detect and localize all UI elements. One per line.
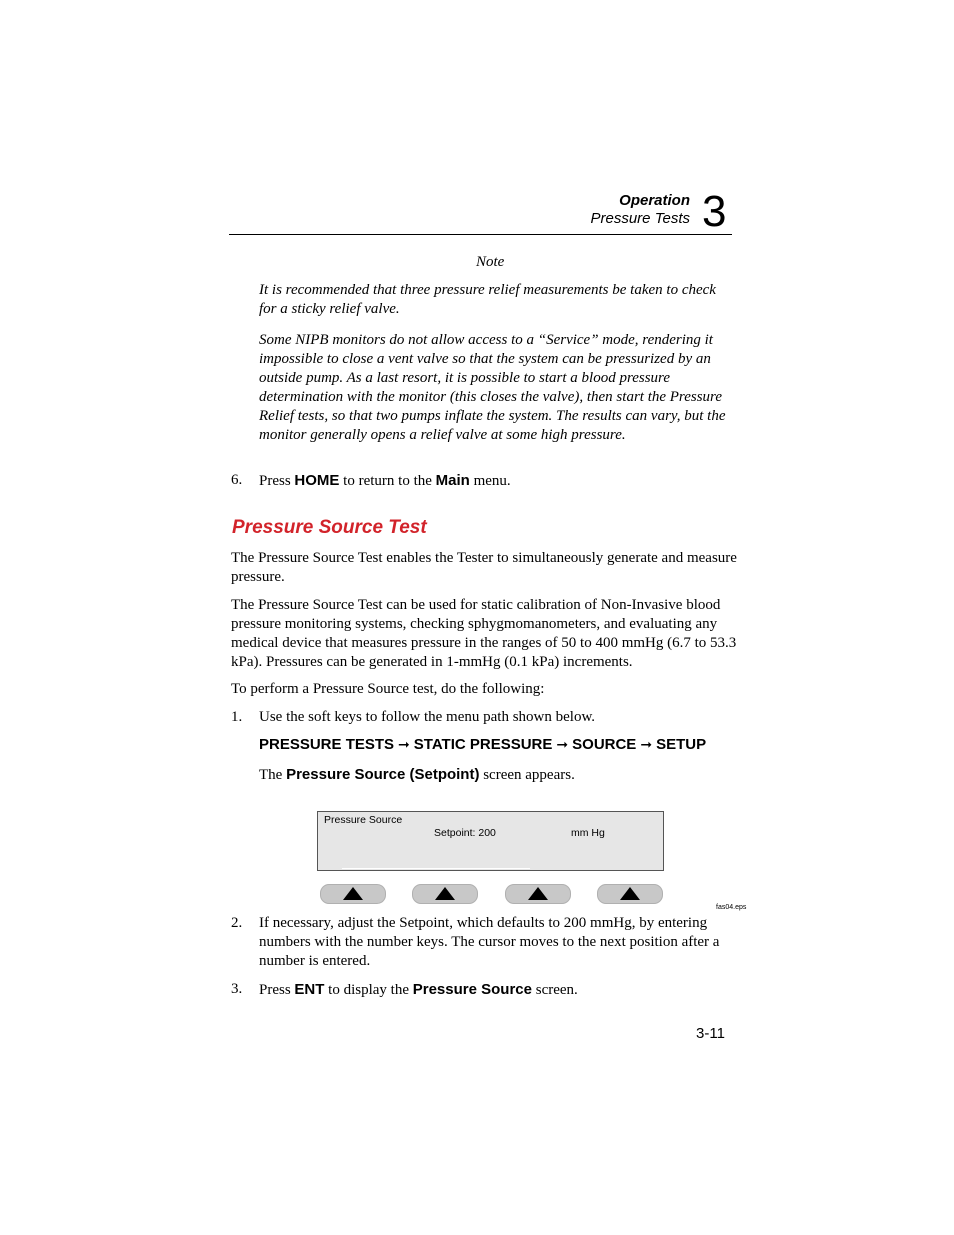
menu-path xyxy=(259,736,706,753)
page-number: 3-11 xyxy=(696,1025,725,1042)
device-screen-title: Pressure Source xyxy=(324,814,403,826)
arrow-right-icon: ➞ xyxy=(556,736,569,752)
chapter-number: 3 xyxy=(702,187,727,236)
figure-filename: fas04.eps xyxy=(716,904,747,911)
chapter-title: Operation xyxy=(619,192,690,209)
ent-key-name: ENT xyxy=(294,981,325,998)
soft-key-3[interactable] xyxy=(505,884,571,904)
soft-key-2[interactable] xyxy=(412,884,478,904)
step-1-number: 1. xyxy=(231,709,243,725)
screen-appears-text: The Pressure Source (Setpoint) screen appears. xyxy=(259,766,575,783)
note-label: Note xyxy=(476,254,505,270)
step-3-number: 3. xyxy=(231,981,243,997)
up-triangle-icon xyxy=(620,887,640,900)
setpoint-field: Setpoint: 200 xyxy=(434,827,496,839)
arrow-right-icon: ➞ xyxy=(640,736,653,752)
home-key-name: HOME xyxy=(294,472,340,489)
arrow-right-icon: ➞ xyxy=(398,736,410,752)
menu-path-item-1: PRESSURE TESTS xyxy=(259,736,395,753)
up-triangle-icon xyxy=(435,887,455,900)
body-paragraph-1: The Pressure Source Test enables the Tester to simultaneously generate and measure pressure. xyxy=(231,550,737,585)
soft-key-4[interactable] xyxy=(597,884,663,904)
up-triangle-icon xyxy=(528,887,548,900)
step-1-text: Use the soft keys to follow the menu path shown below. xyxy=(259,709,596,725)
soft-key-1[interactable] xyxy=(320,884,386,904)
header-rule xyxy=(229,234,732,235)
step-2-number: 2. xyxy=(231,915,243,931)
menu-path-item-2: STATIC PRESSURE xyxy=(413,736,553,753)
step-2-text: If necessary, adjust the Setpoint, which defaults to 200 mmHg, by entering numbers with the number keys. The cursor moves to the next position after a number is entered. xyxy=(259,915,720,969)
step-3-text: Press ENT to display the Pressure Source screen. xyxy=(259,981,578,998)
note-paragraph-1: It is recommended that three pressure relief measurements be taken to check for a sticky relief valve. xyxy=(259,282,716,317)
step-6-number: 6. xyxy=(231,472,243,488)
screen-soft-key-divider xyxy=(342,868,530,869)
note-paragraph-2: Some NIPB monitors do not allow access to a “Service” mode, rendering it impossible to close a vent valve so that the system can be pressurized by an outside pump. As a last resort, it is possible to start a blood pressure determination with the monitor (this closes the valve), then start the Pressure Relief tests, so that two pumps inflate the system. The results can vary, but the monitor generally opens a relief valve at some high pressure. xyxy=(259,332,726,443)
main-menu-name: Main xyxy=(435,472,470,489)
screen-name: Pressure Source (Setpoint) xyxy=(286,766,480,783)
menu-path-item-4: SETUP xyxy=(656,736,707,753)
menu-path-item-3: SOURCE xyxy=(572,736,637,753)
setpoint-unit: mm Hg xyxy=(571,827,605,839)
pressure-source-screen-name: Pressure Source xyxy=(412,981,532,998)
section-title: Pressure Tests xyxy=(590,210,690,227)
section-heading: Pressure Source Test xyxy=(232,517,427,538)
body-paragraph-3: To perform a Pressure Source test, do the following: xyxy=(231,681,545,697)
body-paragraph-2: The Pressure Source Test can be used for static calibration of Non-Invasive blood pressure monitoring systems, checking sphygmomanometers, and evaluating any medical device that measures pressure in the ranges of 50 to 400 mmHg (6.7 to 53.3 kPa). Pressures can be generated in 1-mmHg (0.1 kPa) increments. xyxy=(231,597,737,670)
up-triangle-icon xyxy=(343,887,363,900)
step-6-text: Press HOME to return to the Main menu. xyxy=(259,472,511,489)
